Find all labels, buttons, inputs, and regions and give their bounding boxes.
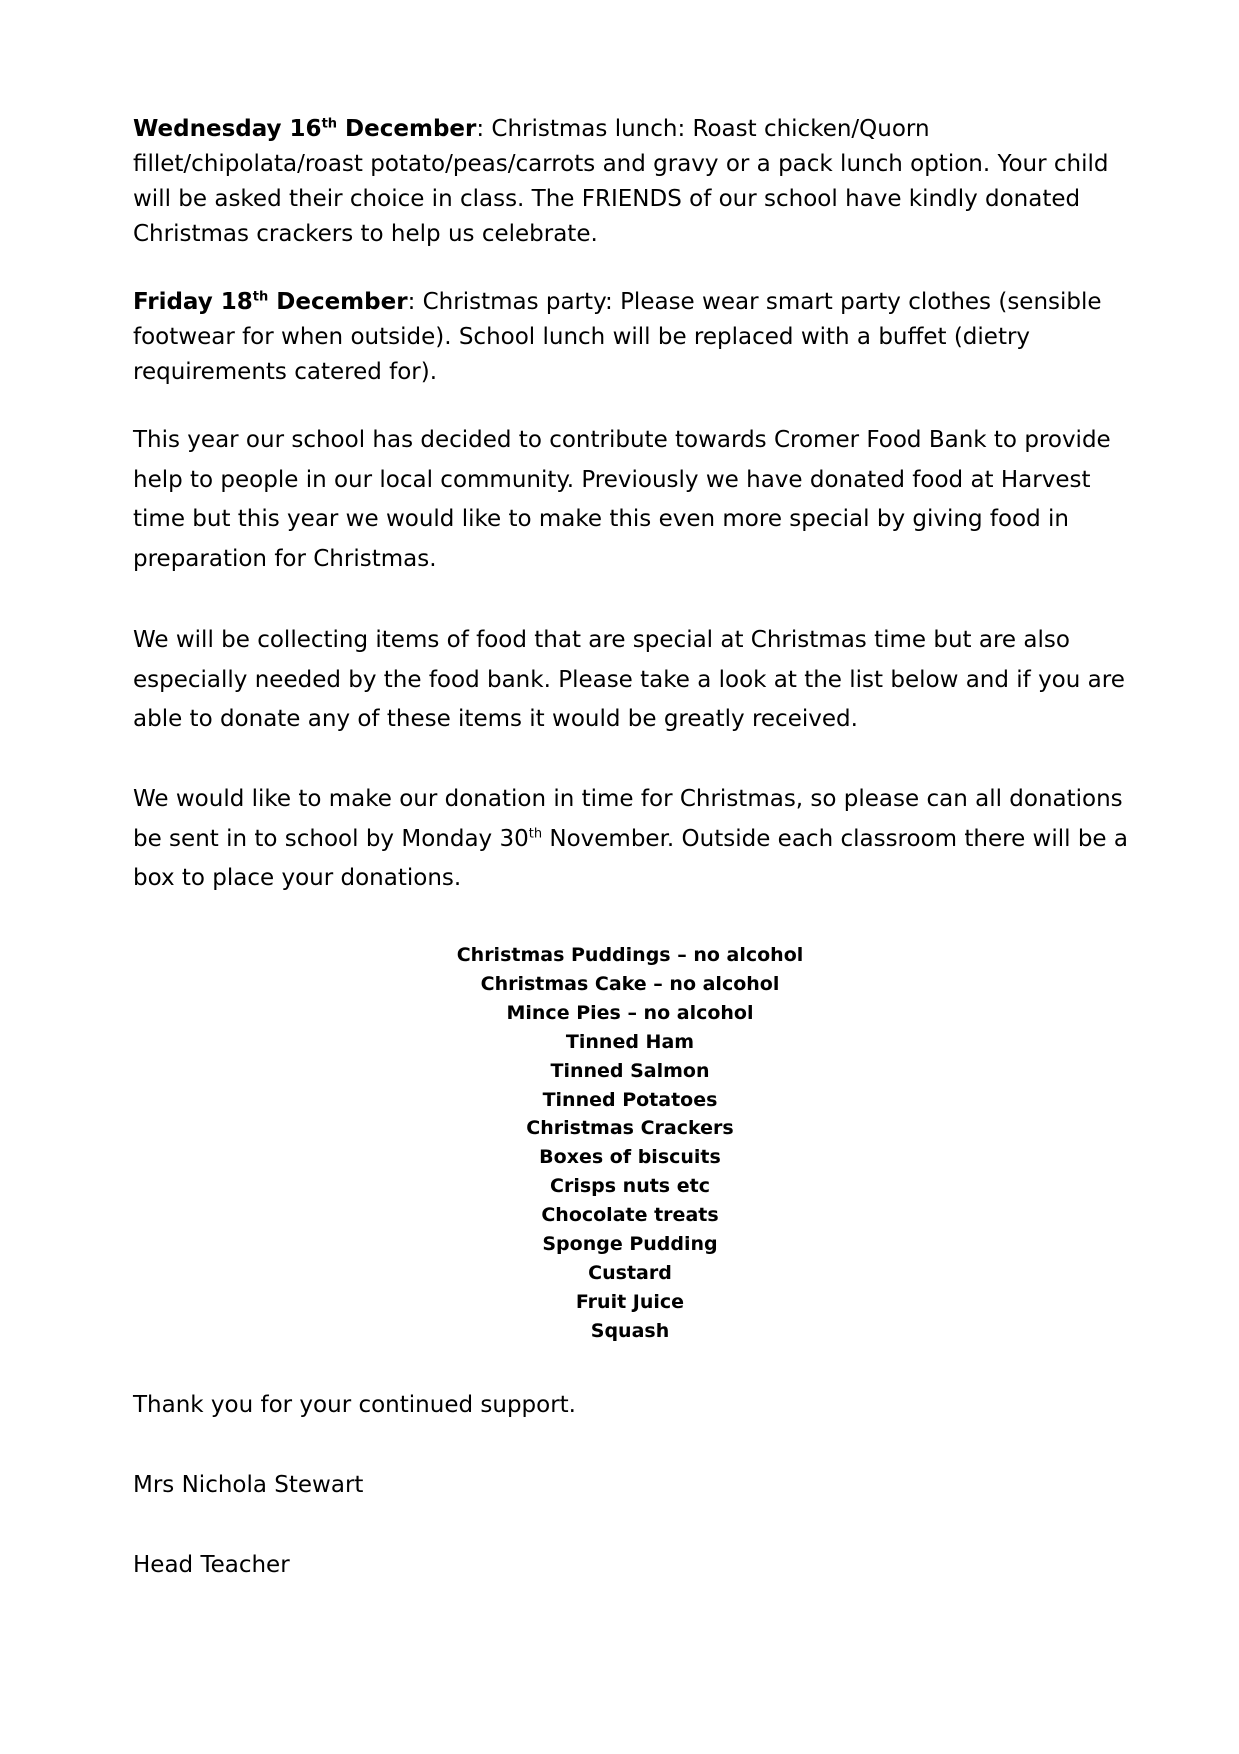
list-item: Fruit Juice: [575, 1290, 685, 1313]
list-item: Squash: [590, 1319, 670, 1342]
list-item: Christmas Crackers: [526, 1117, 734, 1140]
list-item: Christmas Cake – no alcohol: [480, 972, 780, 995]
wednesday-suffix: th: [321, 116, 338, 132]
wednesday-day: Wednesday 16: [133, 116, 322, 142]
friday-month: December: [268, 289, 408, 315]
friday-paragraph: [133, 285, 1133, 390]
donation-items-list: [400, 941, 860, 1346]
deadline-before: We would like to make our donation in time for Christmas, so please can all donations be sent in to school by Monday 30: [133, 786, 1123, 852]
list-item: Crisps nuts etc: [550, 1175, 710, 1198]
friday-suffix: th: [252, 289, 269, 305]
friday-day: Friday 18: [133, 289, 253, 315]
list-item: Boxes of biscuits: [539, 1146, 721, 1169]
list-item: Christmas Puddings – no alcohol: [456, 944, 804, 966]
deadline-paragraph: [133, 780, 1133, 899]
list-item: Chocolate treats: [541, 1204, 719, 1227]
wednesday-text: : Christmas lunch: Roast chicken/Quorn fillet/chipolata/roast potato/peas/carrots and gravy or a pack lunch option. Your child will be asked their choice in class. The FRIENDS of our school have kindly donated Christmas crackers to help us celebrate.: [133, 116, 1109, 247]
food-bank-paragraph: This year our school has decided to contribute towards Cromer Food Bank to provide help to people in our local community. Previously we have donated food at Harvest time but this year we would like to make this even more special by giving food in preparation for Christmas.: [133, 427, 1111, 572]
list-item: Tinned Ham: [565, 1030, 695, 1053]
wednesday-paragraph: [133, 112, 1133, 252]
wednesday-month: December: [337, 116, 477, 142]
list-item: Custard: [588, 1261, 672, 1284]
friday-date: [133, 289, 408, 315]
signatory-name: Mrs Nichola Stewart: [133, 1472, 364, 1498]
thanks-line: Thank you for your continued support.: [133, 1392, 576, 1418]
deadline-suffix: th: [528, 825, 543, 841]
list-item: Tinned Salmon: [550, 1059, 710, 1082]
wednesday-date: [133, 116, 476, 142]
list-item: Tinned Potatoes: [542, 1088, 718, 1111]
list-item: Sponge Pudding: [542, 1233, 718, 1256]
friday-text: : Christmas party: Please wear smart party clothes (sensible footwear for when outside). School lunch will be replaced with a buffet (dietry requirements catered for).: [133, 289, 1102, 385]
collecting-paragraph: We will be collecting items of food that are special at Christmas time but are also especially needed by the food bank. Please take a look at the list below and if you are able to donate any of these items it would be greatly received.: [133, 627, 1125, 732]
signatory-role: Head Teacher: [133, 1552, 290, 1578]
deadline-after: November. Outside each classroom there will be a box to place your donations.: [133, 825, 1128, 891]
list-item: Mince Pies – no alcohol: [506, 1001, 754, 1024]
